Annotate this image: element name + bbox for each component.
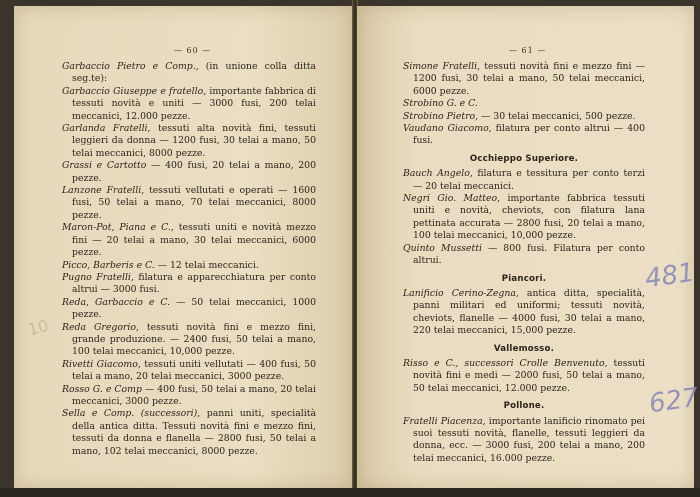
entry-company-name: Reda, Garbaccio e C. xyxy=(62,296,171,308)
entry-description: , tessuti uniti e novità mezzo fini — 20 telai a mano, 30 telai meccanici, 6000 pezze. xyxy=(72,222,316,259)
directory-entry xyxy=(62,322,316,359)
entry-company-name: Pugno Fratelli xyxy=(62,271,131,283)
entry-company-name: Strobino Pietro xyxy=(403,110,476,122)
entry-description: , panni uniti, specialità della antica ditta. Tessuti novità fini e mezzo fini, tessuti da donna e flanella — 2800 fusi, 50 telai a mano, 102 telai meccanici, 8000 pezze. xyxy=(72,408,316,457)
locality-heading: Pollone. xyxy=(503,401,545,412)
entry-company-name: Vaudano Giacomo xyxy=(403,123,489,135)
right-page-content xyxy=(403,61,645,465)
directory-entry xyxy=(403,358,645,395)
directory-entry xyxy=(403,98,645,110)
directory-entry xyxy=(62,185,316,222)
directory-entry xyxy=(62,272,316,297)
left-page xyxy=(14,6,353,488)
entry-company-name: Garlanda Fratelli xyxy=(62,123,148,135)
entry-company-name: Reda Gregorio xyxy=(62,321,136,333)
entry-company-name: Maron-Pot, Piana e C. xyxy=(62,222,171,234)
entry-description: , filatura per conto altrui — 400 fusi. xyxy=(413,123,645,147)
entry-company-name: Lanificio Cerino-Zegna xyxy=(403,287,516,299)
directory-entry xyxy=(403,61,645,98)
entry-description: — 12 telai meccanici. xyxy=(154,259,259,271)
entry-description: , tessuti novità fini e mezzo fini, grande produzione. — 2400 fusi, 50 telai a mano, 100 telai meccanici, 10,000 pezze. xyxy=(72,321,317,358)
directory-entry xyxy=(62,408,316,458)
entry-company-name: Garbaccio Pietro e Comp. xyxy=(62,61,196,72)
entry-company-name: Rosso G. e Comp xyxy=(62,383,142,395)
entry-company-name: Quinto Mussetti xyxy=(403,242,482,254)
entry-company-name: Bauch Angelo xyxy=(403,168,470,180)
entry-company-name: Negri Gio. Matteo xyxy=(403,193,498,205)
directory-entry xyxy=(62,86,316,123)
entry-description: , (in unione colla ditta seg.te): xyxy=(72,61,316,85)
directory-entry xyxy=(62,260,316,272)
entry-description: — 400 fusi, 20 telai a mano, 200 pezze. xyxy=(72,160,316,184)
directory-entry xyxy=(62,222,316,259)
entry-description: , — 30 telai meccanici, 500 pezze. xyxy=(475,110,636,122)
entry-company-name: Risso e C., successori Crolle Benvenuto xyxy=(403,357,605,369)
directory-entry xyxy=(403,416,645,466)
entry-description: , tessuti vellutati e operati — 1600 fusi, 50 telai a mano, 70 telai meccanici, 8000 pezze. xyxy=(72,185,316,221)
bottom-edge xyxy=(0,488,700,497)
entry-description: , importante lanificio rinomato pei suoi tessuti novità, flanelle, tessuti leggieri da donna, ecc. — 3000 fusi, 200 telai a mano, 200 telai meccanici, 16.000 pezze. xyxy=(413,415,645,464)
entry-description: , filatura e apparecchiatura per conto altrui — 3000 fusi. xyxy=(72,271,316,296)
directory-entry xyxy=(403,123,645,148)
entry-description: , tessuti uniti vellutati — 400 fusi, 50 telai a mano, 20 telai meccanici, 3000 pezze. xyxy=(72,358,316,383)
entry-description: , antica ditta, specialità, panni militari ed uniformi; tessuti novità, cheviots, flanelle — 4000 fusi, 30 telai a mano, 220 telai meccanici, 15,000 pezze. xyxy=(413,287,645,337)
pencil-annotation-bottom: 627 xyxy=(647,382,700,420)
entry-company-name: Grassi e Cartotto xyxy=(62,160,147,172)
pencil-annotation-top: 481 xyxy=(643,257,697,295)
locality-heading: Occhieppo Superiore. xyxy=(469,153,579,164)
entry-description: , importante fabbrica tessuti uniti e novità, cheviots, con filatura lana pettinata accurata — 2800 fusi, 20 telai a mano, 100 telai meccanici, 10,000 pezze. xyxy=(413,193,646,242)
locality-heading: Vallemosso. xyxy=(493,343,555,354)
entry-company-name: Simone Fratelli xyxy=(403,61,478,72)
entry-company-name: Fratelli Piacenza xyxy=(403,415,483,427)
entry-description: — 800 fusi. Filatura per conto altrui. xyxy=(413,242,645,267)
right-page xyxy=(357,6,700,488)
entry-company-name: Picco, Barberis e C. xyxy=(62,259,155,271)
left-page-number: — 60 — xyxy=(174,46,212,55)
entry-description: , importante fabbrica di tessuti novità e uniti — 3000 fusi, 200 telai meccanici, 12.000 pezze. xyxy=(72,85,316,122)
directory-entry xyxy=(62,297,316,322)
entry-company-name: Sella e Comp. (successori) xyxy=(62,408,198,420)
faint-pencil-mark: 10 xyxy=(25,315,51,340)
entry-company-name: Lanzone Fratelli xyxy=(62,185,142,197)
entry-description: , tessuti novità fini e mezzo fini — 1200 fusi, 30 telai a mano, 50 telai meccanici, 6000 pezze. xyxy=(413,61,646,97)
entry-description: — 50 telai meccanici, 1000 pezze. xyxy=(72,296,316,321)
directory-entry xyxy=(403,243,645,268)
entry-description: , tessuti alta novità fini, tessuti leggieri da donna — 1200 fusi, 30 telai a mano, 50 telai meccanici, 8000 pezze. xyxy=(72,123,317,159)
directory-entry xyxy=(403,193,645,243)
entry-company-name: Rivetti Giacomo xyxy=(62,358,138,370)
right-page-number: — 61 — xyxy=(509,46,547,55)
directory-entry xyxy=(62,359,316,384)
entry-description: , tessuti novità fini e medi — 2000 fusi, 50 telai a mano, 50 telai meccanici, 12.000 pezze. xyxy=(413,357,645,394)
directory-entry xyxy=(403,111,645,123)
directory-entry xyxy=(403,168,645,193)
left-page-content xyxy=(62,61,316,458)
entry-company-name: Strobino G. e C. xyxy=(403,98,478,110)
entry-description: , filatura e tessitura per conto terzi — 20 telai meccanici. xyxy=(413,168,645,192)
entry-description: — 400 fusi, 50 telai a mano, 20 telai meccanici, 3000 pezze. xyxy=(72,383,316,407)
locality-heading: Piancori. xyxy=(501,273,547,284)
directory-entry xyxy=(62,160,316,185)
directory-entry xyxy=(62,123,316,160)
directory-entry xyxy=(403,288,645,338)
directory-entry xyxy=(62,384,316,409)
entry-company-name: Garbaccio Giuseppe e fratello xyxy=(62,85,204,97)
directory-entry xyxy=(62,61,316,86)
